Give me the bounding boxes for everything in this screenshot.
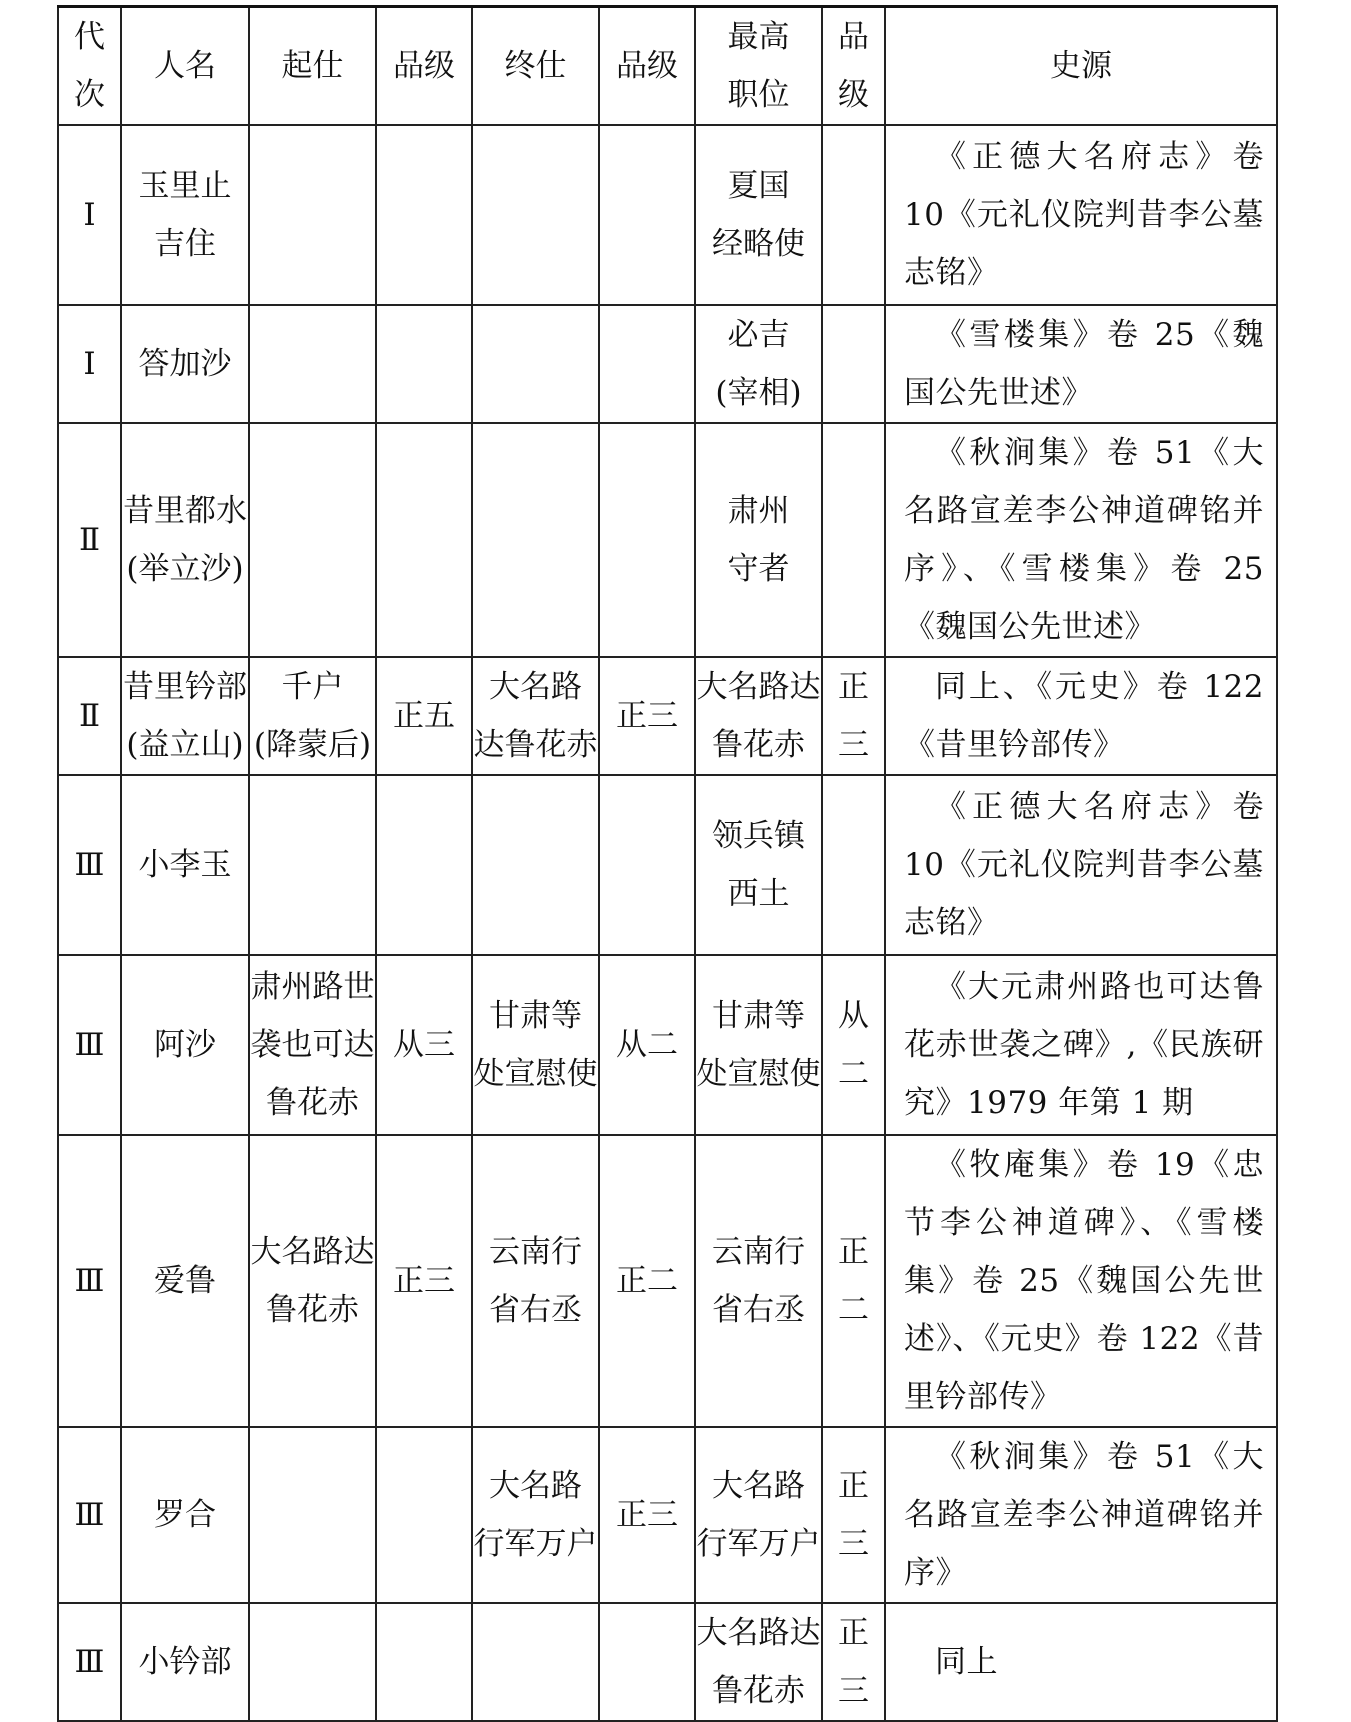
end-post-cell: 大名路 达鲁花赤 bbox=[472, 657, 599, 775]
source-cell: 《正德大名府志》卷 10《元礼仪院判昔李公墓志铭》 bbox=[885, 775, 1277, 955]
highest-rank-cell: 正三 bbox=[822, 657, 885, 775]
highest-post-cell: 肃州 守者 bbox=[695, 423, 822, 657]
end-rank-cell: 正二 bbox=[599, 1135, 695, 1427]
header-highest-post: 最高 职位 bbox=[695, 7, 822, 126]
header-source: 史源 bbox=[885, 7, 1277, 126]
generation-cell: Ⅲ bbox=[58, 775, 121, 955]
table-row bbox=[58, 1135, 1277, 1427]
start-rank-cell: 正三 bbox=[376, 1135, 472, 1427]
highest-post-cell: 大名路 行军万户 bbox=[695, 1427, 822, 1603]
highest-post-cell: 领兵镇 西土 bbox=[695, 775, 822, 955]
source-cell: 《秋涧集》卷 51《大名路宣差李公神道碑铭并序》、《雪楼集》卷 25《魏国公先世述》 bbox=[885, 423, 1277, 657]
name-cell: 答加沙 bbox=[121, 305, 249, 423]
highest-rank-cell: 正三 bbox=[822, 1603, 885, 1721]
table-row bbox=[58, 125, 1277, 305]
table-row bbox=[58, 657, 1277, 775]
generation-cell: Ⅲ bbox=[58, 1135, 121, 1427]
highest-rank-cell: 从二 bbox=[822, 955, 885, 1135]
table-row bbox=[58, 955, 1277, 1135]
end-rank-cell: 正三 bbox=[599, 657, 695, 775]
highest-post-cell: 云南行 省右丞 bbox=[695, 1135, 822, 1427]
highest-post-cell: 大名路达 鲁花赤 bbox=[695, 1603, 822, 1721]
start-rank-cell bbox=[376, 1603, 472, 1721]
highest-post-cell: 大名路达 鲁花赤 bbox=[695, 657, 822, 775]
highest-rank-cell bbox=[822, 305, 885, 423]
start-post-cell bbox=[249, 305, 376, 423]
generation-cell: Ⅲ bbox=[58, 1603, 121, 1721]
start-post-cell: 大名路达 鲁花赤 bbox=[249, 1135, 376, 1427]
start-post-cell bbox=[249, 1427, 376, 1603]
name-cell: 昔里都水 (举立沙) bbox=[121, 423, 249, 657]
start-post-cell: 肃州路世 袭也可达 鲁花赤 bbox=[249, 955, 376, 1135]
generation-cell: Ⅰ bbox=[58, 305, 121, 423]
name-cell: 小李玉 bbox=[121, 775, 249, 955]
end-post-cell: 甘肃等 处宣慰使 bbox=[472, 955, 599, 1135]
end-rank-cell bbox=[599, 125, 695, 305]
start-rank-cell bbox=[376, 1427, 472, 1603]
end-rank-cell bbox=[599, 305, 695, 423]
end-post-cell bbox=[472, 125, 599, 305]
highest-post-cell: 必吉 (宰相) bbox=[695, 305, 822, 423]
generation-cell: Ⅱ bbox=[58, 657, 121, 775]
highest-rank-cell bbox=[822, 423, 885, 657]
source-cell: 《雪楼集》卷 25《魏国公先世述》 bbox=[885, 305, 1277, 423]
end-rank-cell: 正三 bbox=[599, 1427, 695, 1603]
end-rank-cell bbox=[599, 775, 695, 955]
generation-cell: Ⅲ bbox=[58, 955, 121, 1135]
start-post-cell bbox=[249, 423, 376, 657]
highest-post-cell: 夏国 经略使 bbox=[695, 125, 822, 305]
source-cell: 同上、《元史》卷 122《昔里钤部传》 bbox=[885, 657, 1277, 775]
source-cell: 《牧庵集》卷 19《忠节李公神道碑》、《雪楼集》卷 25《魏国公先世述》、《元史》卷 122《昔里钤部传》 bbox=[885, 1135, 1277, 1427]
end-post-cell bbox=[472, 775, 599, 955]
generation-cell: Ⅰ bbox=[58, 125, 121, 305]
end-post-cell: 大名路 行军万户 bbox=[472, 1427, 599, 1603]
header-name: 人名 bbox=[121, 7, 249, 126]
header-end-rank: 品级 bbox=[599, 7, 695, 126]
name-cell: 罗合 bbox=[121, 1427, 249, 1603]
highest-rank-cell bbox=[822, 775, 885, 955]
highest-rank-cell: 正二 bbox=[822, 1135, 885, 1427]
end-rank-cell: 从二 bbox=[599, 955, 695, 1135]
name-cell: 爱鲁 bbox=[121, 1135, 249, 1427]
table-row bbox=[58, 775, 1277, 955]
end-rank-cell bbox=[599, 423, 695, 657]
end-post-cell bbox=[472, 305, 599, 423]
highest-rank-cell: 正三 bbox=[822, 1427, 885, 1603]
name-cell: 小钤部 bbox=[121, 1603, 249, 1721]
source-cell: 《秋涧集》卷 51《大名路宣差李公神道碑铭并序》 bbox=[885, 1427, 1277, 1603]
start-post-cell bbox=[249, 775, 376, 955]
highest-post-cell: 甘肃等 处宣慰使 bbox=[695, 955, 822, 1135]
header-row bbox=[58, 7, 1277, 126]
start-rank-cell: 从三 bbox=[376, 955, 472, 1135]
start-rank-cell bbox=[376, 423, 472, 657]
source-cell: 《大元肃州路也可达鲁花赤世袭之碑》,《民族研究》1979 年第 1 期 bbox=[885, 955, 1277, 1135]
source-cell: 同上 bbox=[885, 1603, 1277, 1721]
start-post-cell bbox=[249, 125, 376, 305]
start-post-cell: 千户 (降蒙后) bbox=[249, 657, 376, 775]
table-row bbox=[58, 1427, 1277, 1603]
table-row bbox=[58, 305, 1277, 423]
highest-rank-cell bbox=[822, 125, 885, 305]
header-end-post: 终仕 bbox=[472, 7, 599, 126]
header-start-post: 起仕 bbox=[249, 7, 376, 126]
start-rank-cell: 正五 bbox=[376, 657, 472, 775]
name-cell: 玉里止 吉住 bbox=[121, 125, 249, 305]
generation-cell: Ⅱ bbox=[58, 423, 121, 657]
officials-table bbox=[57, 5, 1278, 1722]
start-post-cell bbox=[249, 1603, 376, 1721]
end-post-cell bbox=[472, 1603, 599, 1721]
table-row bbox=[58, 1603, 1277, 1721]
start-rank-cell bbox=[376, 125, 472, 305]
name-cell: 昔里钤部 (益立山) bbox=[121, 657, 249, 775]
start-rank-cell bbox=[376, 775, 472, 955]
header-generation: 代次 bbox=[58, 7, 121, 126]
table-row bbox=[58, 423, 1277, 657]
end-post-cell: 云南行 省右丞 bbox=[472, 1135, 599, 1427]
header-highest-rank: 品级 bbox=[822, 7, 885, 126]
header-start-rank: 品级 bbox=[376, 7, 472, 126]
name-cell: 阿沙 bbox=[121, 955, 249, 1135]
source-cell: 《正德大名府志》卷 10《元礼仪院判昔李公墓志铭》 bbox=[885, 125, 1277, 305]
end-rank-cell bbox=[599, 1603, 695, 1721]
generation-cell: Ⅲ bbox=[58, 1427, 121, 1603]
start-rank-cell bbox=[376, 305, 472, 423]
end-post-cell bbox=[472, 423, 599, 657]
